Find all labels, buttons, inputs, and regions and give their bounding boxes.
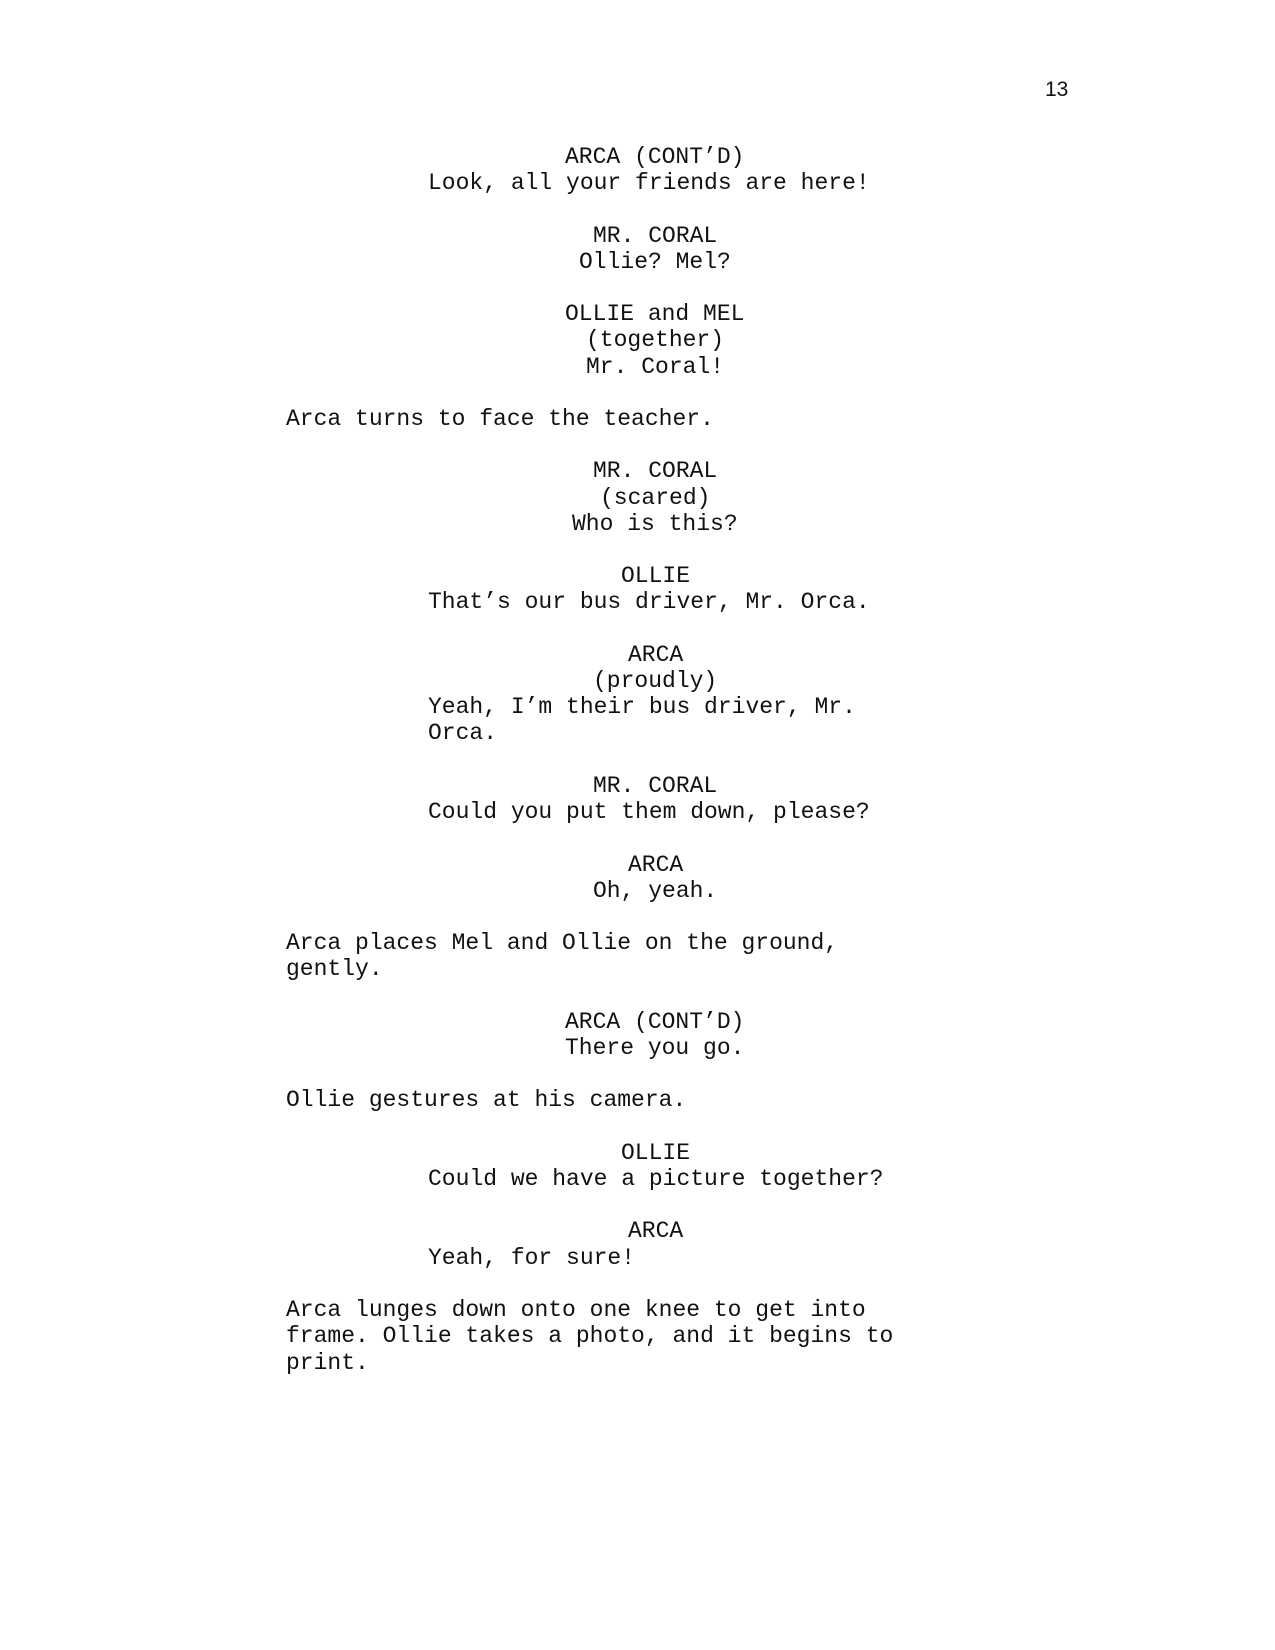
parenthetical: (scared) bbox=[600, 485, 711, 511]
page-number: 13 bbox=[1045, 78, 1069, 101]
parenthetical: (together) bbox=[586, 327, 725, 353]
character-cue: ARCA (CONT’D) bbox=[565, 1009, 745, 1035]
character-cue: ARCA bbox=[628, 1218, 684, 1244]
dialogue-line: Ollie? Mel? bbox=[579, 249, 731, 275]
dialogue-line: Oh, yeah. bbox=[593, 878, 718, 904]
character-cue: ARCA bbox=[628, 642, 684, 668]
dialogue-line: That’s our bus driver, Mr. Orca. bbox=[428, 589, 870, 615]
character-cue: MR. CORAL bbox=[593, 773, 718, 799]
character-cue: ARCA (CONT’D) bbox=[565, 144, 745, 170]
dialogue-line: Who is this? bbox=[572, 511, 738, 537]
parenthetical: (proudly) bbox=[593, 668, 718, 694]
dialogue-line: Could you put them down, please? bbox=[428, 799, 870, 825]
dialogue-line: Mr. Coral! bbox=[586, 354, 725, 380]
character-cue: OLLIE bbox=[621, 1140, 691, 1166]
character-cue: OLLIE and MEL bbox=[565, 301, 745, 327]
action-line: Arca turns to face the teacher. bbox=[286, 406, 714, 432]
dialogue-line: There you go. bbox=[565, 1035, 745, 1061]
character-cue: OLLIE bbox=[621, 563, 691, 589]
character-cue: ARCA bbox=[628, 852, 684, 878]
character-cue: MR. CORAL bbox=[593, 458, 718, 484]
dialogue-line: Could we have a picture together? bbox=[428, 1166, 884, 1192]
character-cue: MR. CORAL bbox=[593, 223, 718, 249]
dialogue-line: Look, all your friends are here! bbox=[428, 170, 870, 196]
dialogue-line: Yeah, for sure! bbox=[428, 1245, 636, 1271]
action-line: Arca places Mel and Ollie on the ground, gently. bbox=[286, 930, 852, 983]
action-line: Ollie gestures at his camera. bbox=[286, 1087, 687, 1113]
dialogue-line: Yeah, I’m their bus driver, Mr. Orca. bbox=[428, 694, 870, 747]
action-line: Arca lunges down onto one knee to get into frame. Ollie takes a photo, and it begins to print. bbox=[286, 1297, 908, 1376]
